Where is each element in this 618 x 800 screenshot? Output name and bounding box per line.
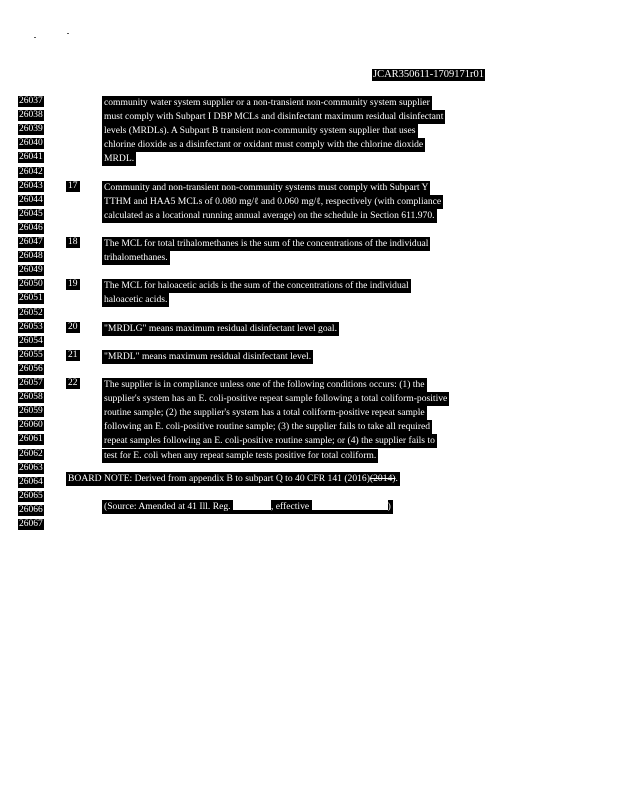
line-number: 26046 [19,222,43,233]
line-text: chlorine dioxide as a disinfectant or oxidant must comply with the chlorine dioxide [104,139,424,151]
document-line [18,434,618,448]
line-text: MRDL. [104,153,135,165]
line-number: 26057 [19,378,43,388]
line-number: 26049 [19,265,43,276]
line-number: 26063 [19,462,43,473]
document-line [18,308,618,322]
register-page-blank [233,500,271,510]
line-text: The supplier is in compliance unless one of the following conditions occurs: (1) the [104,379,425,390]
line-number: 26044 [19,194,43,205]
document-line [18,110,618,124]
line-number: 26060 [19,420,43,431]
effective-date-blank [312,500,388,510]
document-line [18,392,618,406]
line-text: following an E. coli-positive routine sample; (3) the supplier fails to take all required [104,421,431,433]
document-line [18,96,618,110]
line-text: test for E. coli when any repeat sample tests positive for total coliform. [104,449,377,461]
line-number: 26038 [19,110,43,121]
line-text: "MRDLG" means maximum residual disinfectant level goal. [104,322,337,334]
line-number: 26059 [19,406,43,417]
document-line [18,420,618,434]
line-number: 26058 [19,392,43,403]
document-line [18,181,618,195]
line-number: 26065 [19,490,43,501]
document-line [18,378,618,392]
line-number: 26066 [19,504,43,515]
line-text: supplier's system has an E. coli-positive repeat sample following a total coliform-positive [104,393,448,405]
document-line [18,223,618,237]
scan-speck [34,37,36,38]
document-line [18,350,618,364]
line-number: 26037 [19,96,43,106]
source-close-paren: ) [387,501,391,512]
footnote-number: 22 [68,378,78,388]
line-text: haloacetic acids. [104,294,168,306]
line-number: 26051 [19,293,43,304]
line-number: 26041 [19,152,43,163]
document-line [18,167,618,181]
board-note-period: . [395,473,398,484]
line-number: 26062 [19,448,43,459]
line-text: routine sample; (2) the supplier's system has a total coliform-positive repeat sample [104,407,425,419]
line-number: 26048 [19,251,43,262]
document-line [18,265,618,279]
document-line [18,449,618,463]
line-number: 26045 [19,208,43,219]
line-number: 26061 [19,434,43,445]
document-line [18,519,618,533]
document-line [18,152,618,166]
document-line [18,237,618,251]
source-note [102,500,393,514]
line-text: The MCL for haloacetic acids is the sum of the concentrations of the individual [104,280,409,292]
line-text: levels (MRDLs). A Subpart B transient non-community system supplier that uses [104,125,416,137]
line-text: "MRDL" means maximum residual disinfectant level. [104,350,312,362]
board-note-struck-year: (2014) [369,473,396,484]
line-text: TTHM and HAA5 MCLs of 0.080 mg/ℓ and 0.060 mg/ℓ, respectively (with compliance [104,195,442,207]
document-line [18,138,618,152]
line-text: must comply with Subpart I DBP MCLs and disinfectant maximum residual disinfectant [104,111,444,123]
footnote-number: 18 [68,237,78,247]
line-text: trihalomethanes. [104,252,168,264]
line-number: 26067 [19,519,43,529]
document-line [18,406,618,420]
line-number: 26040 [19,138,43,149]
line-text: repeat samples following an E. coli-positive routine sample; or (4) the supplier fails to [104,435,435,447]
scan-speck [67,33,69,34]
footnote-number: 20 [68,321,78,332]
line-number: 26055 [19,349,43,360]
line-text: Community and non-transient non-community systems must comply with Subpart Y [104,181,429,193]
document-line [18,293,618,307]
line-number: 26042 [19,166,43,177]
line-text: The MCL for total trihalomethanes is the sum of the concentrations of the individual [104,238,429,249]
board-note-text: BOARD NOTE: Derived from appendix B to subpart Q to 40 CFR 141 (2016) [68,473,370,484]
line-number: 26056 [19,363,43,374]
document-line [18,195,618,209]
document-line [18,209,618,223]
line-number: 26053 [19,321,43,332]
line-number: 26039 [19,124,43,135]
board-note-line [18,472,618,486]
line-number: 26047 [19,237,43,247]
footnote-number: 19 [68,279,78,290]
board-note [66,472,400,486]
document-line [18,124,618,138]
line-number: 26052 [19,307,43,318]
source-amended-text: (Source: Amended at 41 Ill. Reg. [104,501,231,512]
footnote-number: 17 [68,180,78,191]
source-effective-text: , effective [270,501,310,512]
document-line [18,364,618,378]
source-line [18,500,618,514]
document-line [18,336,618,350]
footnote-number: 21 [68,349,78,360]
document-id: JCAR350611-1709171r01 [373,69,485,80]
line-text: calculated as a locational running annual average) on the schedule in Section 611.970. [104,209,435,221]
line-number: 26043 [19,180,43,191]
line-number: 26050 [19,279,43,290]
document-line [18,322,618,336]
line-number: 26064 [19,476,43,487]
document-line [18,251,618,265]
line-number: 26054 [19,335,43,346]
line-text: community water system supplier or a non-transient non-community system supplier [104,97,430,108]
document-line [18,279,618,293]
